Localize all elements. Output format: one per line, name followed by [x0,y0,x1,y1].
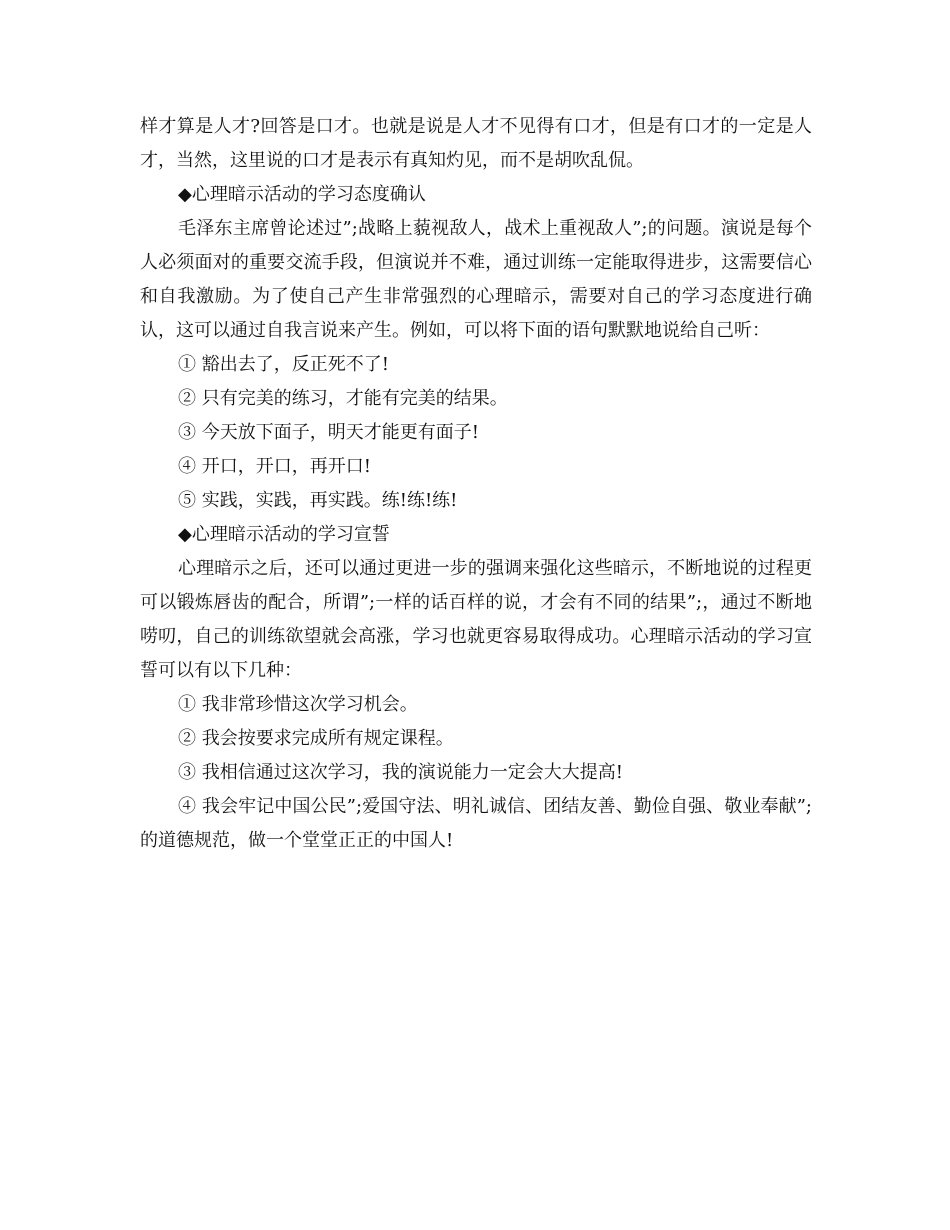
section-heading-oath: ◆心理暗示活动的学习宣誓 [178,524,390,545]
list-item-oath-4: ④ 我会牢记中国公民”;爱国守法、明礼诚信、团结友善、勤俭自强、敬业奉献”;的道德规范，做一个堂堂正正的中国人! [140,796,812,851]
list-item-attitude-3: ③ 今天放下面子，明天才能更有面子! [178,422,479,443]
paragraph-intro: 样才算是人才?回答是口才。也就是说是人才不见得有口才，但是有口才的一定是人才，当然，这里说的口才是表示有真知灼见，而不是胡吹乱侃。 [140,116,812,171]
paragraph-oath: 心理暗示之后，还可以通过更进一步的强调来强化这些暗示，不断地说的过程更可以锻炼唇齿的配合，所谓”;一样的话百样的说，才会有不同的结果”;，通过不断地唠叨，自己的训练欲望就会高涨，学习也就更容易取得成功。心理暗示活动的学习宣誓可以有以下几种： [140,558,812,681]
list-item-attitude-2: ② 只有完美的练习，才能有完美的结果。 [178,388,508,409]
list-item-attitude-5: ⑤ 实践，实践，再实践。练!练!练! [178,490,458,511]
list-item-attitude-1: ① 豁出去了，反正死不了! [178,354,389,375]
paragraph-attitude: 毛泽东主席曾论述过”;战略上藐视敌人，战术上重视敌人”;的问题。演说是每个人必须面对的重要交流手段，但演说并不难，通过训练一定能取得进步，这需要信心和自我激励。为了使自己产生非常强烈的心理暗示，需要对自己的学习态度进行确认，这可以通过自我言说来产生。例如，可以将下面的语句默默地说给自己听： [140,218,812,341]
list-item-oath-2: ② 我会按要求完成所有规定课程。 [178,728,454,749]
document-page [140,110,812,858]
list-item-attitude-4: ④ 开口，开口，再开口! [178,456,371,477]
section-heading-attitude: ◆心理暗示活动的学习态度确认 [178,184,426,205]
list-item-oath-1: ① 我非常珍惜这次学习机会。 [178,694,418,715]
list-item-oath-3: ③ 我相信通过这次学习，我的演说能力一定会大大提高! [178,762,623,783]
